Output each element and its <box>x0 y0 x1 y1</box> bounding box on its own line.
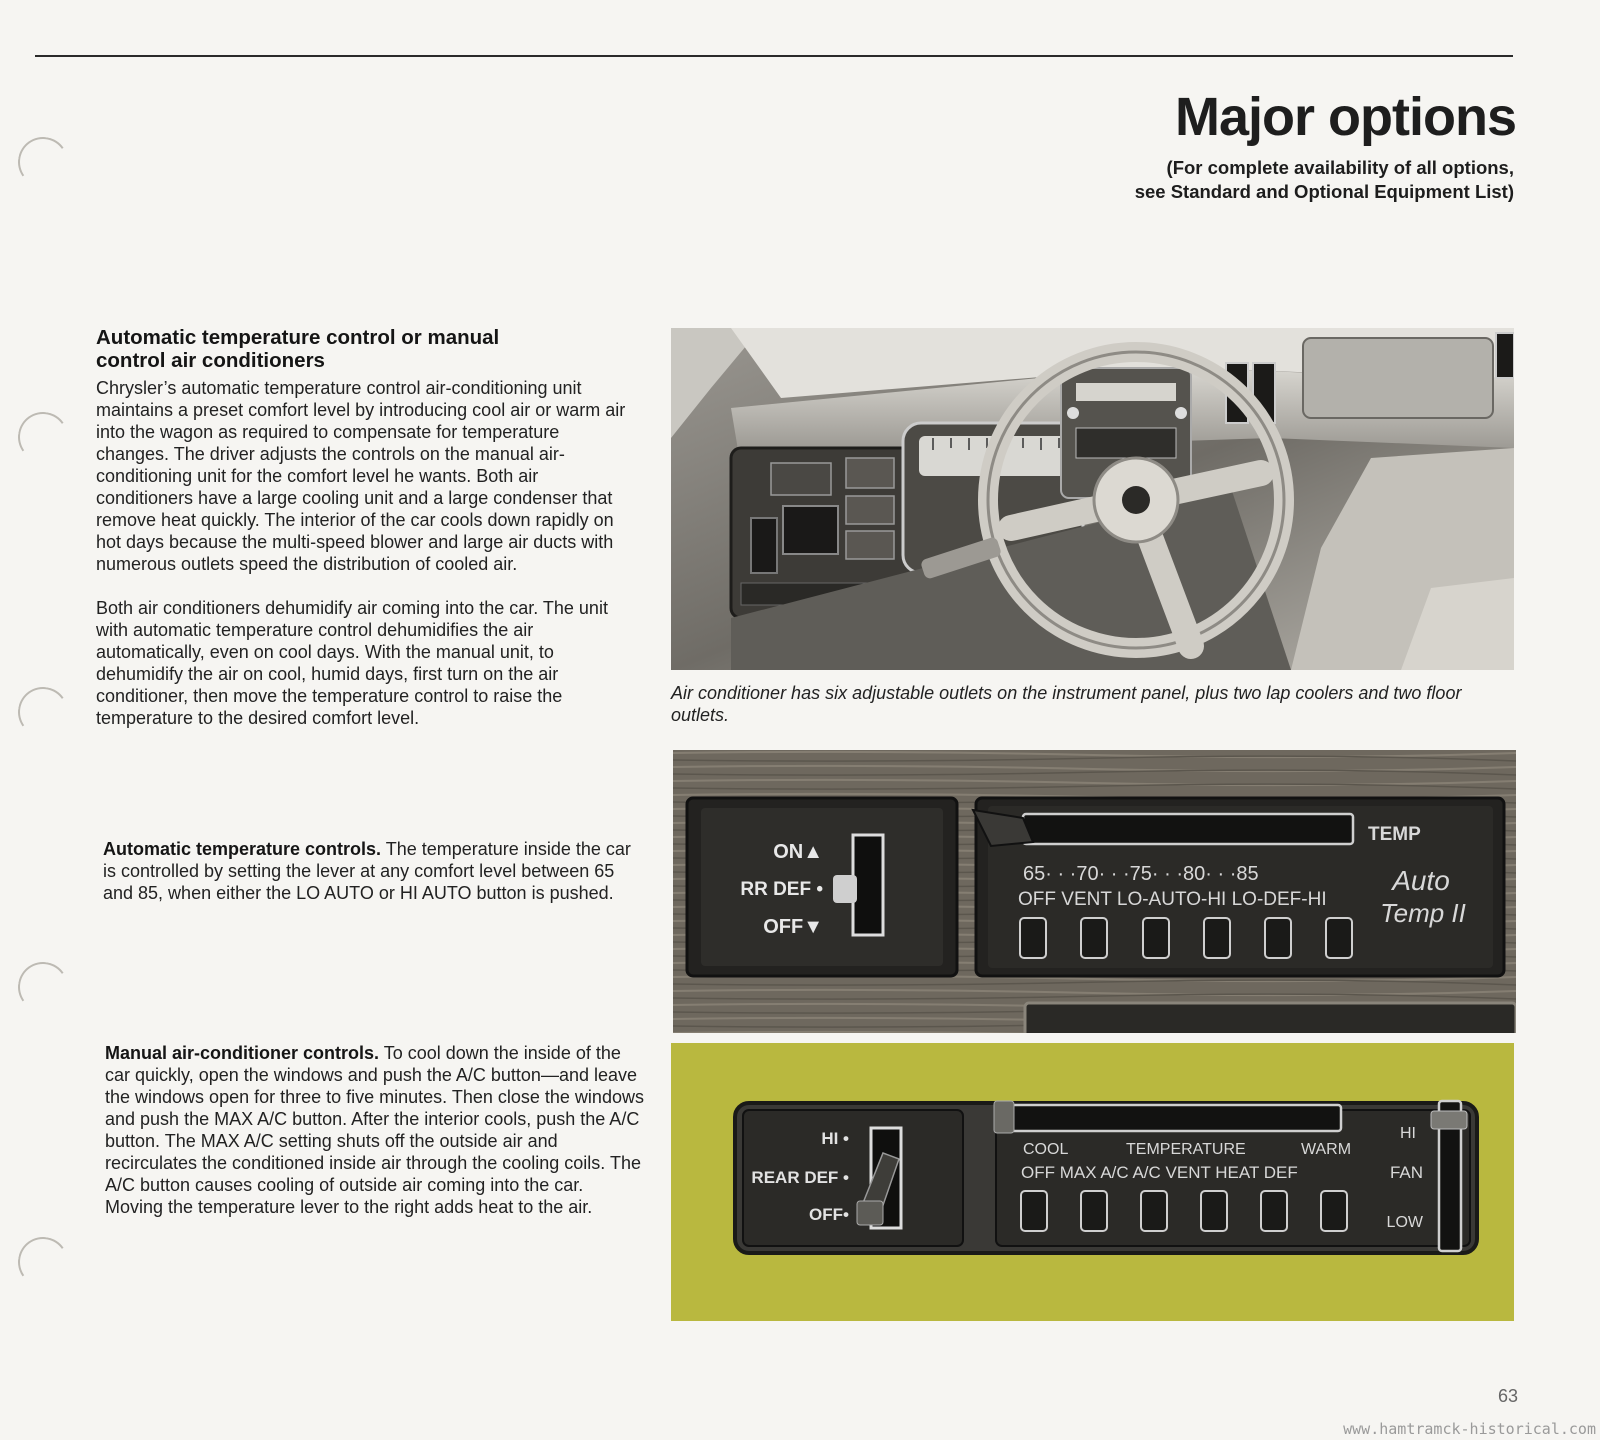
temp-label: TEMP <box>1368 824 1421 845</box>
vent-button[interactable] <box>1081 918 1107 958</box>
body-paragraph <box>103 838 638 904</box>
section-heading <box>96 326 636 372</box>
auto-temp-panel-photo <box>673 750 1516 1033</box>
fan-lever[interactable] <box>1431 1111 1467 1129</box>
paragraph-body: To cool down the inside of the car quickly, open the windows and push the A/C button—and leave the windows open for three to five minutes. Then close the windows and push the MAX A/C button. After the interior cools, push the A/C button. The MAX A/C setting shuts off the outside air and recirculates the conditioned inside air through the cooling coils. The A/C button causes cooling of outside air coming into the car. Moving the temperature lever to the right adds heat to the air. <box>105 1043 644 1217</box>
top-rule <box>35 55 1513 57</box>
switch-label-off: OFF• <box>809 1205 849 1224</box>
ac-button[interactable] <box>1141 1191 1167 1231</box>
off-button[interactable] <box>1020 918 1046 958</box>
off-button[interactable] <box>1021 1191 1047 1231</box>
heat-button[interactable] <box>1261 1191 1287 1231</box>
hi-def-button[interactable] <box>1326 918 1352 958</box>
button-labels: OFF MAX A/C A/C VENT HEAT DEF <box>1021 1163 1298 1182</box>
switch-label-rear-def: REAR DEF • <box>751 1168 849 1187</box>
temperature-label: TEMPERATURE <box>1126 1141 1246 1158</box>
def-button[interactable] <box>1321 1191 1347 1231</box>
body-paragraph: Both air conditioners dehumidify air coming into the car. The unit with automatic temperature control dehumidifies the air automatically, even on cool days. With the manual unit, to dehumidify the air on cool, humid days, first turn on the air conditioner, then move the temperature control to raise the temperature to the desired comfort level. <box>96 598 608 728</box>
lo-def-button[interactable] <box>1265 918 1291 958</box>
switch-label-hi: HI • <box>821 1129 849 1148</box>
punch-hole <box>14 958 72 1016</box>
section-manual-controls <box>105 1042 645 1218</box>
watermark: www.hamtramck-historical.com <box>1343 1420 1596 1438</box>
section-automatic-controls <box>103 838 638 904</box>
punch-hole <box>14 408 72 466</box>
fan-low-label: LOW <box>1386 1214 1423 1231</box>
punch-hole <box>14 1233 72 1291</box>
page-title: Major options <box>1175 87 1516 147</box>
punch-hole <box>14 683 72 741</box>
section-air-conditioners <box>96 326 636 729</box>
fan-label: FAN <box>1389 1163 1423 1182</box>
dashboard-illustration <box>671 328 1514 670</box>
auto-temp-logo-line2: Temp II <box>1380 898 1466 928</box>
subtitle-line: see Standard and Optional Equipment List) <box>1134 181 1514 202</box>
subtitle-line: (For complete availability of all options, <box>1166 157 1514 178</box>
lo-auto-button[interactable] <box>1143 918 1169 958</box>
hi-auto-button[interactable] <box>1204 918 1230 958</box>
switch-label-on: ON▲ <box>773 841 823 863</box>
fan-hi-label: HI <box>1400 1125 1416 1142</box>
heading-line: Automatic temperature control or manual <box>96 326 500 349</box>
auto-temp-panel-illustration <box>673 750 1516 1033</box>
switch-label-rr-def: RR DEF • <box>740 879 823 900</box>
warm-label: WARM <box>1301 1141 1352 1158</box>
paragraph-body: The temperature inside the car is controlled by setting the lever at any comfort level between 65 and 85, when either the LO AUTO or HI AUTO button is pushed. <box>103 839 631 903</box>
auto-temp-logo-line1: Auto <box>1392 865 1450 896</box>
cool-label: COOL <box>1023 1141 1069 1158</box>
switch-label-off: OFF▼ <box>763 916 823 938</box>
paragraph-lead: Automatic temperature controls. <box>103 839 382 859</box>
page-subtitle <box>1135 156 1514 204</box>
dashboard-photo <box>671 328 1514 670</box>
punch-hole <box>14 133 72 191</box>
button-labels: OFF VENT LO-AUTO-HI LO-DEF-HI <box>1018 889 1327 910</box>
body-paragraph: Chrysler’s automatic temperature control air-conditioning unit maintains a preset comfort level by introducing cool air or warm air into the wagon as required to compensate for temperature changes. The driver adjusts the controls on the manual air-conditioning unit for the comfort level he wants. Both air conditioners have a large cooling unit and a large condenser that remove heat quickly. The interior of the car cools down rapidly on hot days because the multi-speed blower and large air ducts with numerous outlets speed the distribution of cooled air. <box>96 378 626 574</box>
max-ac-button[interactable] <box>1081 1191 1107 1231</box>
dashboard-caption: Air conditioner has six adjustable outlets on the instrument panel, plus two lap coolers and two floor outlets. <box>671 683 1462 725</box>
vent-button[interactable] <box>1201 1191 1227 1231</box>
temp-scale: 65· · ·70· · ·75· · ·80· · ·85 <box>1023 863 1259 885</box>
paragraph-lead: Manual air-conditioner controls. <box>105 1043 380 1063</box>
heading-line: control air conditioners <box>96 349 325 372</box>
body-paragraph <box>105 1042 645 1218</box>
manual-ac-panel-photo <box>671 1043 1514 1321</box>
manual-ac-panel-illustration <box>671 1043 1514 1321</box>
page-number: 63 <box>1497 1386 1518 1406</box>
